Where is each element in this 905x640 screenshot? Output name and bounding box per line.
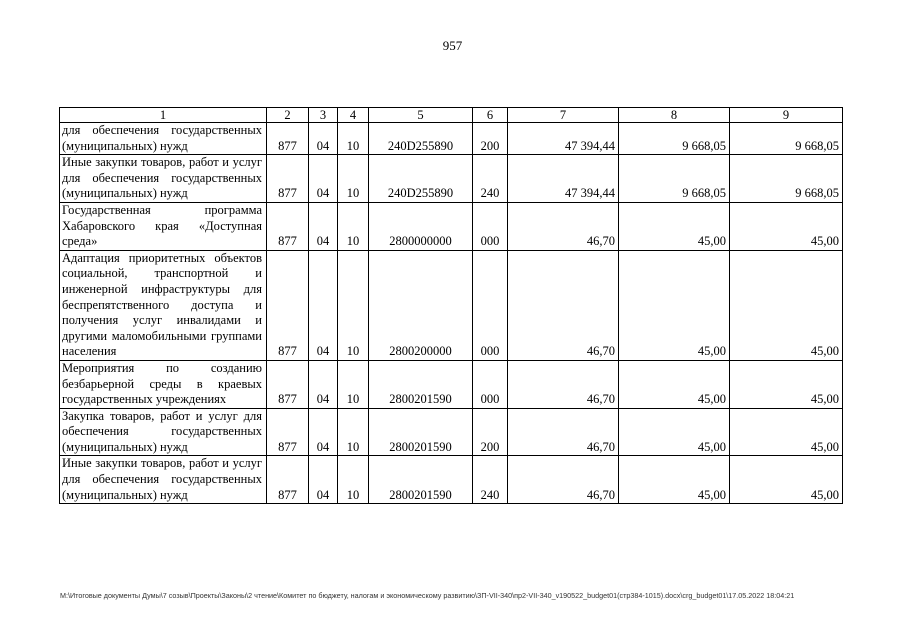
table-row: [60, 123, 843, 155]
page-number: 957: [442, 38, 463, 53]
table-row: [60, 250, 843, 360]
header-cell: 5: [369, 108, 473, 123]
amount-col8: 45,00: [619, 456, 730, 504]
header-cell: 4: [338, 108, 369, 123]
header-cell: 9: [730, 108, 843, 123]
ministry-code: 877: [267, 202, 309, 250]
expense-type-code: 000: [473, 360, 508, 408]
table-header-row: [60, 108, 843, 123]
amount-col9: 45,00: [730, 408, 843, 456]
header-cell: 7: [508, 108, 619, 123]
table-row: [60, 202, 843, 250]
row-description: Закупка товаров, работ и услуг для обеспечения государственных (муниципальных) нужд: [60, 408, 267, 456]
table-row: [60, 456, 843, 504]
target-article-code: 240D255890: [369, 155, 473, 203]
amount-col9: 45,00: [730, 456, 843, 504]
ministry-code: 877: [267, 123, 309, 155]
amount-col8: 45,00: [619, 250, 730, 360]
header-cell: 8: [619, 108, 730, 123]
section-code: 04: [309, 202, 338, 250]
amount-col8: 45,00: [619, 360, 730, 408]
amount-col9: 45,00: [730, 250, 843, 360]
expense-type-code: 240: [473, 456, 508, 504]
expense-type-code: 200: [473, 408, 508, 456]
ministry-code: 877: [267, 456, 309, 504]
subsection-code: 10: [338, 202, 369, 250]
table-row: [60, 408, 843, 456]
section-code: 04: [309, 155, 338, 203]
row-description: Мероприятия по созданию безбарьерной среды в краевых государственных учреждениях: [60, 360, 267, 408]
row-description: Адаптация приоритетных объектов социальной, транспортной и инженерной инфраструктуры для беспрепятственного доступа и получения услуг инвалидами и другими маломобильными группами населения: [60, 250, 267, 360]
row-description: Государственная программа Хабаровского края «Доступная среда»: [60, 202, 267, 250]
target-article-code: 240D255890: [369, 123, 473, 155]
amount-col7: 46,70: [508, 360, 619, 408]
amount-col8: 45,00: [619, 408, 730, 456]
amount-col7: 46,70: [508, 250, 619, 360]
amount-col8: 45,00: [619, 202, 730, 250]
subsection-code: 10: [338, 250, 369, 360]
budget-table: [59, 107, 843, 504]
amount-col7: 47 394,44: [508, 123, 619, 155]
section-code: 04: [309, 250, 338, 360]
ministry-code: 877: [267, 360, 309, 408]
expense-type-code: 240: [473, 155, 508, 203]
target-article-code: 2800201590: [369, 360, 473, 408]
target-article-code: 2800000000: [369, 202, 473, 250]
subsection-code: 10: [338, 456, 369, 504]
target-article-code: 2800201590: [369, 408, 473, 456]
amount-col9: 45,00: [730, 360, 843, 408]
amount-col9: 9 668,05: [730, 155, 843, 203]
amount-col9: 45,00: [730, 202, 843, 250]
table-row: [60, 360, 843, 408]
expense-type-code: 200: [473, 123, 508, 155]
amount-col7: 47 394,44: [508, 155, 619, 203]
header-cell: 3: [309, 108, 338, 123]
section-code: 04: [309, 360, 338, 408]
section-code: 04: [309, 123, 338, 155]
header-cell: 2: [267, 108, 309, 123]
ministry-code: 877: [267, 408, 309, 456]
subsection-code: 10: [338, 155, 369, 203]
amount-col8: 9 668,05: [619, 123, 730, 155]
amount-col9: 9 668,05: [730, 123, 843, 155]
subsection-code: 10: [338, 408, 369, 456]
amount-col8: 9 668,05: [619, 155, 730, 203]
expense-type-code: 000: [473, 250, 508, 360]
amount-col7: 46,70: [508, 202, 619, 250]
expense-type-code: 000: [473, 202, 508, 250]
ministry-code: 877: [267, 155, 309, 203]
target-article-code: 2800200000: [369, 250, 473, 360]
header-cell: 6: [473, 108, 508, 123]
target-article-code: 2800201590: [369, 456, 473, 504]
row-description: Иные закупки товаров, работ и услуг для обеспечения государственных (муниципальных) нужд: [60, 155, 267, 203]
row-description: Иные закупки товаров, работ и услуг для обеспечения государственных (муниципальных) нужд: [60, 456, 267, 504]
header-cell: 1: [60, 108, 267, 123]
ministry-code: 877: [267, 250, 309, 360]
section-code: 04: [309, 456, 338, 504]
section-code: 04: [309, 408, 338, 456]
subsection-code: 10: [338, 360, 369, 408]
row-description: для обеспечения государственных (муниципальных) нужд: [60, 123, 267, 155]
amount-col7: 46,70: [508, 408, 619, 456]
table-row: [60, 155, 843, 203]
document-file-path: M:\Итоговые документы Думы\7 созыв\Проекты\Законы\2 чтение\Комитет по бюджету, налогам и экономическому развитию\ЗП-VII-340\пр2-VII-340_v190522_budget01(стр384-1015).docx\сrg_budget01\17.05.2022 18:04:21: [60, 591, 795, 600]
amount-col7: 46,70: [508, 456, 619, 504]
subsection-code: 10: [338, 123, 369, 155]
